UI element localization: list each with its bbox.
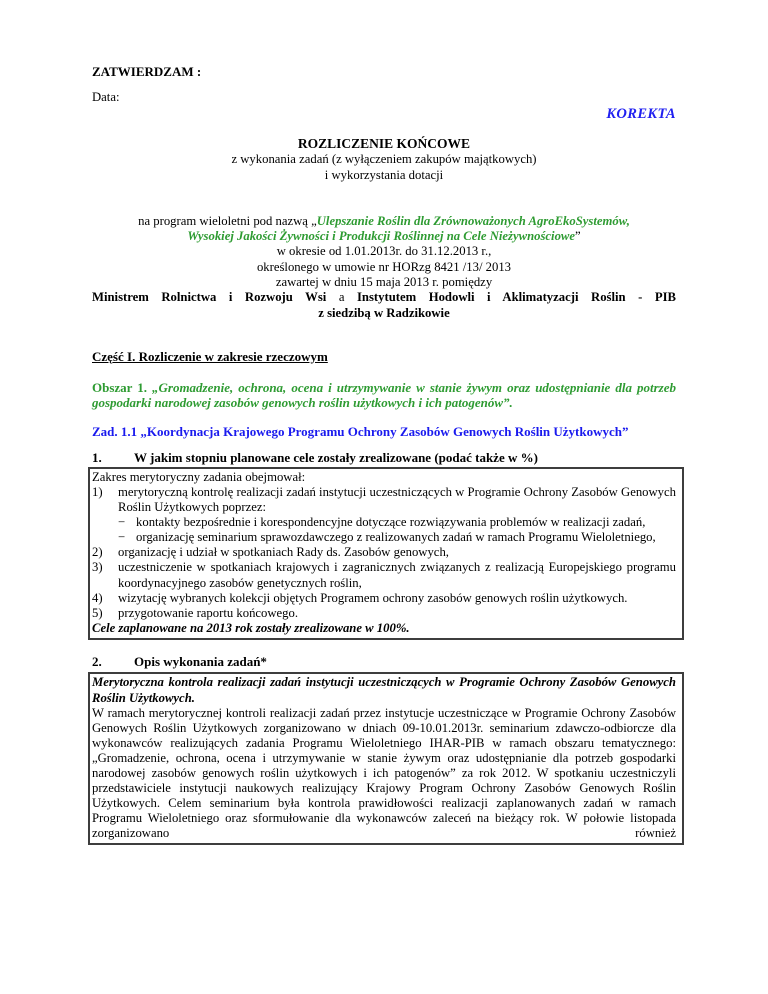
list-item-4-marker: 4)	[92, 590, 103, 605]
list-item-1	[92, 485, 676, 515]
list-item-5	[92, 606, 676, 621]
program-block	[92, 214, 676, 321]
contract-parties	[92, 290, 676, 305]
dash-icon: −	[118, 515, 126, 530]
party-ministry: Ministrem Rolnictwa i Rozwoju Wsi	[92, 290, 327, 305]
question-1-text: W jakim stopniu planowane cele zostały zrealizowane (podać także w %)	[134, 450, 538, 466]
box2-heading: Merytoryczna kontrola realizacji zadań instytucji uczestniczących w Programie Ochrony Zasobów Genowych Roślin Użytkowych.	[92, 675, 676, 705]
list-subitem-1	[118, 515, 676, 530]
answer-box-2	[88, 672, 684, 845]
question-2-text: Opis wykonania zadań*	[134, 653, 267, 669]
program-prefix: na program wieloletni pod nazwą „	[138, 213, 317, 228]
list-item-1-text: merytoryczną kontrolę realizacji zadań instytucji uczestniczących w Programie Ochrony Zasobów Genowych Roślin Użytkowych poprzez:	[118, 484, 676, 515]
program-name-line-2	[92, 229, 676, 244]
list-item-3	[92, 560, 676, 590]
doc-subtitle-2: i wykorzystania dotacji	[324, 167, 444, 182]
box1-conclusion: Cele zaplanowane na 2013 rok zostały zrealizowane w 100%.	[92, 620, 410, 635]
list-subitem-2-text: organizację seminarium sprawozdawczego z realizowanych zadań w ramach Programu Wieloletniego,	[136, 530, 656, 545]
program-period: w okresie od 1.01.2013r. do 31.12.2013 r.,	[276, 244, 492, 259]
doc-subtitle-1: z wykonania zadań (z wyłączeniem zakupów majątkowych)	[231, 152, 537, 167]
list-subitem-2	[118, 530, 676, 545]
zad-heading: Zad. 1.1 „Koordynacja Krajowego Programu Ochrony Zasobów Genowych Roślin Użytkowych”	[92, 423, 629, 439]
list-item-5-marker: 5)	[92, 605, 103, 620]
contract-date: zawartej w dniu 15 maja 2013 r. pomiędzy	[275, 275, 493, 289]
contract-number: określonego w umowie nr HORzg 8421 /13/ 2013	[256, 259, 512, 274]
list-item-4-text: wizytację wybranych kolekcji objętych Programem ochrony zasobów genowych roślin użytkowych.	[118, 590, 628, 605]
list-item-2-marker: 2)	[92, 545, 103, 560]
question-2-number: 2.	[92, 653, 102, 669]
box1-intro: Zakres merytoryczny zadania obejmował:	[92, 469, 306, 484]
list-item-4	[92, 591, 676, 606]
answer-box-1	[88, 467, 684, 640]
obszar-quote: „Gromadzenie, ochrona, ocena i utrzymywanie w stanie żywym oraz udostępnianie dla potrzeb gospodarki narodowej zasobów genowych roślin użytkowych i ich patogenów”.	[92, 379, 676, 411]
question-1-heading	[92, 450, 676, 466]
list-subitem-1-text: kontakty bezpośrednie i korespondencyjne dotyczące rozwiązywania problemów w realizacji zadań,	[136, 515, 646, 530]
list-item-3-marker: 3)	[92, 560, 103, 575]
dash-icon: −	[118, 530, 126, 545]
list-item-5-text: przygotowanie raportu końcowego.	[118, 605, 299, 620]
box2-paragraph: W ramach merytorycznej kontroli realizacji zadań przez instytucje uczestniczące w Programie Ochrony Zasobów Genowych Roślin Użytkowych zorganizowano w dniach 09-10.01.2013r. seminarium zdawczo-odbiorcze dla wykonawców realizujących zadania Programu Wieloletniego IHAR-PIB w ramach obszaru tematycznego: „Gromadzenie, ochrona, ocena i utrzymywanie w stanie żywym oraz udostępnianie dla potrzeb gospodarki narodowej zasobów genowych roślin użytkowych i ich patogenów” za rok 2012. W spotkaniu uczestniczyli przedstawiciele instytucji naukowych realizujący Krajowy Program Ochrony Zasobów Genowych Roślin Użytkowych. Celem seminarium była kontrola prawidłowości realizacji zaplanowanych zadań w ramach Programu Wieloletniego oraz sformułowanie dla wykonawców zaleceń na bieżący rok. W połowie listopada zorganizowano również	[92, 705, 676, 841]
party-institute: Instytutem Hodowli i Aklimatyzacji Roślin - PIB	[356, 290, 677, 305]
question-2-heading	[92, 654, 676, 670]
program-close-quote: ”	[575, 229, 581, 244]
doc-title: ROZLICZENIE KOŃCOWE	[297, 136, 471, 152]
part1-heading: Część I. Rozliczenie w zakresie rzeczowym	[92, 348, 328, 364]
korekta-stamp: KOREKTA	[606, 106, 676, 123]
list-item-1-marker: 1)	[92, 484, 103, 499]
list-item-3-text: uczestniczenie w spotkaniach krajowych i zagranicznych związanych z realizacją Europejskiego programu koordynacyjnego zasobów genetycznych roślin,	[118, 560, 676, 590]
obszar-label: Obszar 1.	[92, 379, 152, 395]
list-item-2-text: organizację i udział w spotkaniach Rady ds. Zasobów genowych,	[118, 545, 449, 560]
party-seat: z siedzibą w Radzikowie	[318, 305, 450, 320]
program-name-line-1	[92, 214, 676, 229]
date-label: Data:	[92, 90, 120, 105]
question-1-number: 1.	[92, 450, 102, 466]
list-item-2	[92, 545, 676, 560]
obszar-heading	[92, 380, 676, 411]
program-name-part-1: Ulepszanie Roślin dla Zrównoważonych AgroEkoSystemów,	[316, 213, 630, 228]
parties-conjunction: a	[338, 290, 345, 305]
program-name-part-2: Wysokiej Jakości Żywności i Produkcji Roślinnej na Cele Nieżywnościowe	[187, 229, 576, 244]
approve-heading: ZATWIERDZAM :	[92, 64, 202, 79]
